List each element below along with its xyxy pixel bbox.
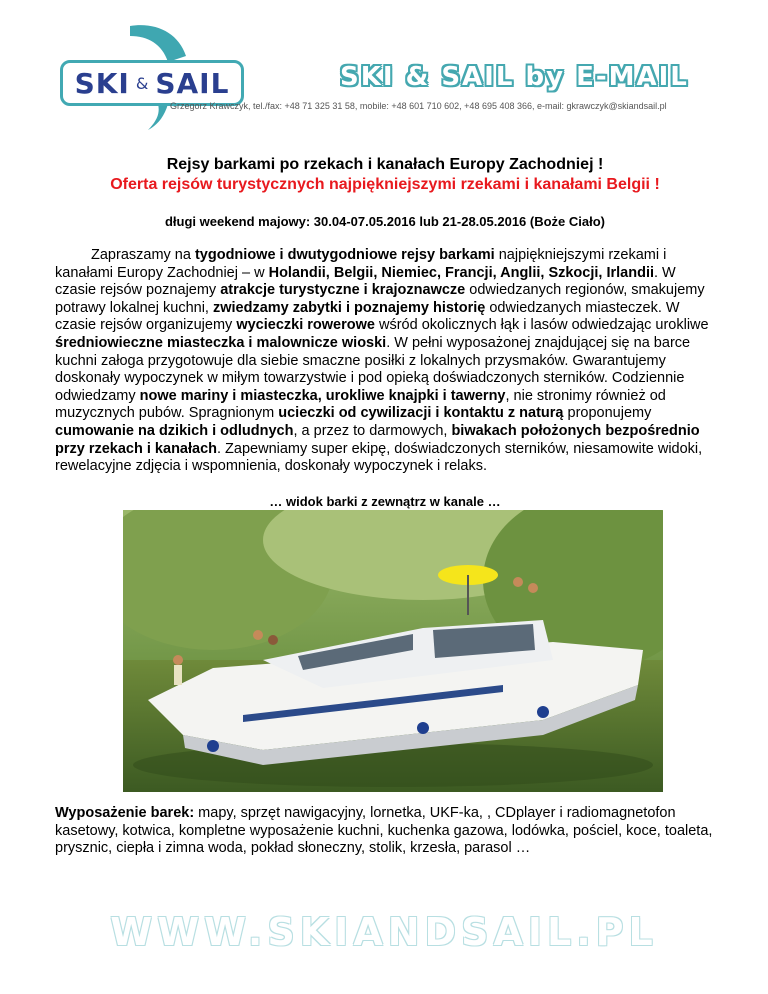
page-title: Rejsy barkami po rzekach i kanałach Europy Zachodniej ! bbox=[166, 156, 604, 173]
intro-text: , a przez to darmowych, bbox=[293, 422, 452, 439]
barge-photo bbox=[123, 510, 663, 792]
intro-text: . W pełni wyposażonej znajdującej się na barce kuchni załoga przygotowuje dla siebie smaczne posiłki z lokalnych przysmaków. Gwarantujemy doskonały wypoczynek w miłym towarzystwie i pod opieką doświadczonych sterników. Codziennie odwiedzamy bbox=[55, 334, 691, 404]
intro-text: . W czasie rejsów poznajemy bbox=[55, 264, 676, 299]
intro-text: odwiedzanych regionów, smakujemy potrawy lokalnej kuchni, bbox=[55, 282, 705, 316]
brand-title: SKI & SAIL by E-MAIL bbox=[340, 62, 689, 92]
contact-info: Grzegorz Krawczyk, tel./fax: +48 71 325 31 58, mobile: +48 601 710 602, +48 695 408 366, e-mail: gkrawczyk@skiandsail.pl bbox=[170, 101, 667, 111]
intro-text: . Zapewniamy super ekipę, doświadczonych sterników, niesamowite widoki, rewelacyjne zdjęcia i wspomnienia, doskonały wypoczynek i relaks. bbox=[55, 440, 703, 475]
intro-text: proponujemy bbox=[563, 405, 652, 422]
logo-ski-text: SKI bbox=[74, 66, 130, 100]
intro-bold: zwiedzamy zabytki i poznajemy historię bbox=[212, 299, 486, 316]
main-content bbox=[55, 156, 715, 509]
intro-text: , nie stronimy również od muzycznych pubów. Spragnionym bbox=[55, 387, 666, 422]
equipment-text: mapy, sprzęt nawigacyjny, lornetka, UKF-ka, , CDplayer i radiomagnetofon kasetowy, kotwica, kompletne wyposażenie kuchni, kuchenka gazowa, lodówka, pościel, koce, toaleta, prysznic, ciepła i zimna woda, pokład słoneczny, stolik, krzesła, parasol … bbox=[55, 805, 713, 857]
footer-url: WWW.SKIANDSAIL.PL bbox=[110, 910, 658, 954]
logo-sail-text: SAIL bbox=[155, 66, 230, 100]
equipment-paragraph bbox=[55, 805, 715, 858]
intro-bold: atrakcje turystyczne i krajoznawcze bbox=[220, 282, 466, 299]
logo-text bbox=[60, 60, 244, 106]
intro-bold: ucieczki od cywilizacji i kontaktu z naturą bbox=[278, 405, 564, 422]
logo-amp-text: & bbox=[135, 73, 150, 93]
barge-image bbox=[123, 510, 663, 792]
intro-bold: Holandii, Belgii, Niemiec, Francji, Anglii, Szkocji, Irlandii bbox=[268, 264, 654, 281]
intro-text: najpiękniejszymi rzekami i kanałami Europy Zachodniej – w bbox=[55, 247, 667, 281]
intro-bold: średniowieczne miasteczka i malownicze wioski bbox=[55, 334, 387, 351]
intro-bold: cumowanie na dzikich i odludnych bbox=[55, 422, 294, 439]
equipment-label: Wyposażenie barek: bbox=[55, 805, 195, 821]
intro-bold: nowe mariny i miasteczka, urokliwe knajpki i tawerny bbox=[139, 387, 506, 404]
intro-bold: wycieczki rowerowe bbox=[236, 317, 375, 334]
intro-text: Zapraszamy na bbox=[91, 247, 195, 263]
intro-bold: biwakach położonych bezpośrednio przy rzekach i kanałach bbox=[55, 422, 700, 457]
intro-bold: tygodniowe i dwutygodniowe rejsy barkami bbox=[194, 247, 495, 263]
header bbox=[0, 0, 768, 140]
trip-dates: długi weekend majowy: 30.04-07.05.2016 lub 21-28.05.2016 (Boże Ciało) bbox=[164, 214, 606, 229]
intro-paragraph bbox=[55, 247, 715, 476]
intro-text: odwiedzanych miasteczek. W czasie rejsów organizujemy bbox=[55, 299, 680, 334]
photo-caption: … widok barki z zewnątrz w kanale … bbox=[269, 493, 501, 509]
page-subtitle: Oferta rejsów turystycznych najpiękniejszymi rzekami i kanałami Belgii ! bbox=[110, 176, 660, 193]
intro-text: wśród okolicznych łąk i lasów odwiedzając urokliwe bbox=[374, 317, 709, 334]
ski-and-sail-logo bbox=[60, 22, 240, 132]
